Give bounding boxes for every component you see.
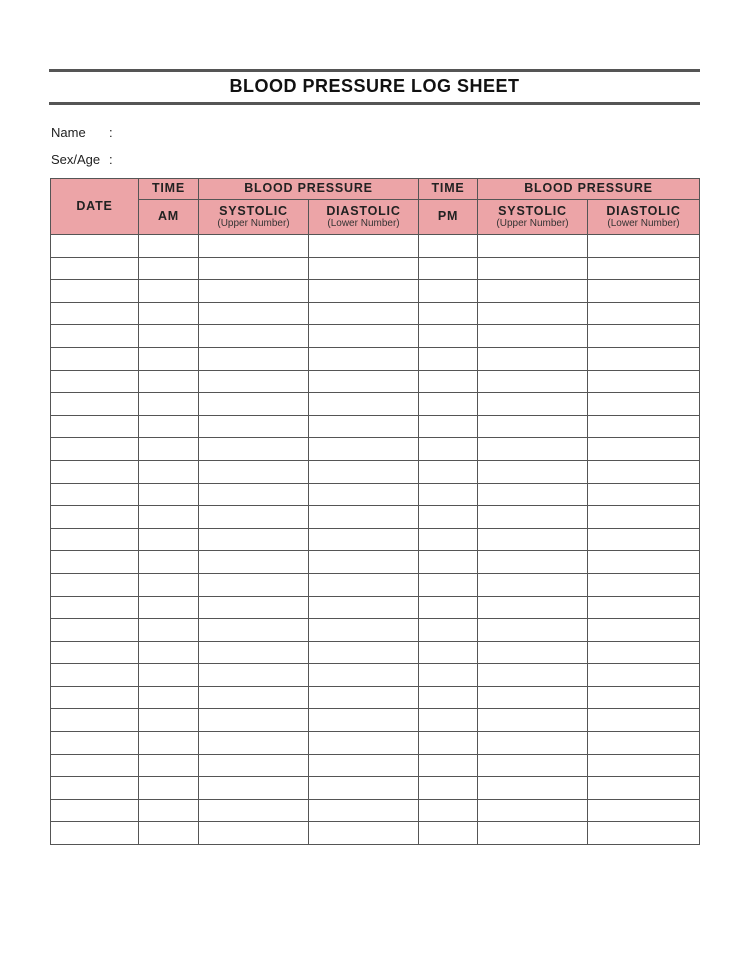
cell-am-diastolic[interactable]: [309, 483, 419, 506]
cell-am-time[interactable]: [139, 257, 199, 280]
cell-date[interactable]: [51, 370, 139, 393]
diastolic-pm-sublabel: (Lower Number): [607, 218, 680, 230]
cell-am-time[interactable]: [139, 596, 199, 619]
cell-pm-systolic[interactable]: [478, 664, 588, 687]
cell-am-systolic[interactable]: [199, 415, 309, 438]
cell-am-diastolic[interactable]: [309, 506, 419, 529]
header-am: AM: [139, 200, 199, 235]
cell-am-diastolic[interactable]: [309, 302, 419, 325]
cell-am-systolic[interactable]: [199, 551, 309, 574]
cell-am-diastolic[interactable]: [309, 573, 419, 596]
cell-pm-diastolic[interactable]: [588, 438, 700, 461]
cell-pm-time[interactable]: [419, 822, 478, 845]
table-row: [51, 506, 700, 529]
cell-am-time[interactable]: [139, 799, 199, 822]
cell-am-time[interactable]: [139, 460, 199, 483]
cell-pm-systolic[interactable]: [478, 777, 588, 800]
cell-pm-systolic[interactable]: [478, 325, 588, 348]
cell-date[interactable]: [51, 709, 139, 732]
cell-pm-time[interactable]: [419, 370, 478, 393]
cell-am-diastolic[interactable]: [309, 686, 419, 709]
cell-date[interactable]: [51, 302, 139, 325]
cell-am-time[interactable]: [139, 573, 199, 596]
cell-pm-systolic[interactable]: [478, 732, 588, 755]
cell-date[interactable]: [51, 596, 139, 619]
name-field[interactable]: [51, 125, 113, 140]
cell-pm-systolic[interactable]: [478, 799, 588, 822]
cell-pm-diastolic[interactable]: [588, 370, 700, 393]
cell-pm-diastolic[interactable]: [588, 777, 700, 800]
cell-pm-diastolic[interactable]: [588, 235, 700, 258]
cell-am-time[interactable]: [139, 777, 199, 800]
name-separator: :: [109, 125, 113, 140]
cell-pm-time[interactable]: [419, 551, 478, 574]
cell-am-diastolic[interactable]: [309, 415, 419, 438]
cell-date[interactable]: [51, 686, 139, 709]
cell-date[interactable]: [51, 732, 139, 755]
cell-pm-systolic[interactable]: [478, 573, 588, 596]
cell-am-systolic[interactable]: [199, 664, 309, 687]
cell-date[interactable]: [51, 257, 139, 280]
cell-pm-diastolic[interactable]: [588, 415, 700, 438]
systolic-pm-label: SYSTOLIC: [498, 203, 567, 218]
page-title: BLOOD PRESSURE LOG SHEET: [229, 76, 520, 96]
cell-date[interactable]: [51, 799, 139, 822]
cell-pm-time[interactable]: [419, 438, 478, 461]
cell-pm-time[interactable]: [419, 302, 478, 325]
cell-pm-diastolic[interactable]: [588, 280, 700, 303]
cell-am-systolic[interactable]: [199, 641, 309, 664]
cell-am-systolic[interactable]: [199, 528, 309, 551]
cell-am-systolic[interactable]: [199, 302, 309, 325]
cell-am-systolic[interactable]: [199, 235, 309, 258]
cell-am-time[interactable]: [139, 528, 199, 551]
diastolic-am-sublabel: (Lower Number): [327, 218, 400, 230]
cell-pm-diastolic[interactable]: [588, 347, 700, 370]
cell-date[interactable]: [51, 664, 139, 687]
cell-am-time[interactable]: [139, 664, 199, 687]
cell-am-diastolic[interactable]: [309, 551, 419, 574]
cell-date[interactable]: [51, 393, 139, 416]
cell-pm-time[interactable]: [419, 777, 478, 800]
cell-am-time[interactable]: [139, 280, 199, 303]
cell-am-systolic[interactable]: [199, 483, 309, 506]
cell-am-systolic[interactable]: [199, 573, 309, 596]
cell-am-time[interactable]: [139, 347, 199, 370]
cell-pm-systolic[interactable]: [478, 415, 588, 438]
table-row: [51, 686, 700, 709]
log-body: [51, 235, 700, 845]
cell-pm-time[interactable]: [419, 664, 478, 687]
table-row: [51, 799, 700, 822]
cell-pm-diastolic[interactable]: [588, 573, 700, 596]
cell-am-diastolic[interactable]: [309, 235, 419, 258]
cell-date[interactable]: [51, 641, 139, 664]
cell-am-systolic[interactable]: [199, 596, 309, 619]
cell-am-systolic[interactable]: [199, 822, 309, 845]
cell-pm-systolic[interactable]: [478, 483, 588, 506]
cell-pm-time[interactable]: [419, 573, 478, 596]
cell-am-diastolic[interactable]: [309, 799, 419, 822]
cell-pm-diastolic[interactable]: [588, 596, 700, 619]
cell-pm-time[interactable]: [419, 460, 478, 483]
name-label: Name: [51, 125, 86, 140]
table-row: [51, 822, 700, 845]
cell-pm-systolic[interactable]: [478, 393, 588, 416]
cell-am-time[interactable]: [139, 619, 199, 642]
table-row: [51, 777, 700, 800]
table-row: [51, 528, 700, 551]
cell-am-time[interactable]: [139, 393, 199, 416]
cell-pm-time[interactable]: [419, 347, 478, 370]
cell-date[interactable]: [51, 415, 139, 438]
cell-pm-systolic[interactable]: [478, 257, 588, 280]
cell-am-diastolic[interactable]: [309, 460, 419, 483]
cell-pm-diastolic[interactable]: [588, 506, 700, 529]
cell-am-time[interactable]: [139, 551, 199, 574]
cell-am-diastolic[interactable]: [309, 754, 419, 777]
cell-am-systolic[interactable]: [199, 732, 309, 755]
sex-age-separator: :: [109, 152, 113, 167]
cell-am-diastolic[interactable]: [309, 822, 419, 845]
cell-am-time[interactable]: [139, 415, 199, 438]
cell-pm-diastolic[interactable]: [588, 551, 700, 574]
cell-date[interactable]: [51, 483, 139, 506]
cell-am-diastolic[interactable]: [309, 393, 419, 416]
cell-am-diastolic[interactable]: [309, 732, 419, 755]
cell-pm-diastolic[interactable]: [588, 619, 700, 642]
cell-pm-time[interactable]: [419, 641, 478, 664]
diastolic-pm-label: DIASTOLIC: [606, 203, 681, 218]
header-systolic-pm: [478, 200, 588, 235]
cell-am-diastolic[interactable]: [309, 280, 419, 303]
cell-am-systolic[interactable]: [199, 257, 309, 280]
cell-pm-diastolic[interactable]: [588, 393, 700, 416]
cell-am-time[interactable]: [139, 325, 199, 348]
cell-pm-systolic[interactable]: [478, 347, 588, 370]
cell-am-time[interactable]: [139, 483, 199, 506]
cell-am-diastolic[interactable]: [309, 325, 419, 348]
header-time-am: TIME: [139, 179, 199, 200]
cell-date[interactable]: [51, 528, 139, 551]
table-row: [51, 370, 700, 393]
bottom-rule: [49, 102, 700, 105]
table-row: [51, 393, 700, 416]
sex-age-label: Sex/Age: [51, 152, 101, 167]
cell-pm-systolic[interactable]: [478, 438, 588, 461]
cell-date[interactable]: [51, 460, 139, 483]
cell-am-systolic[interactable]: [199, 777, 309, 800]
cell-pm-systolic[interactable]: [478, 280, 588, 303]
cell-am-diastolic[interactable]: [309, 596, 419, 619]
cell-pm-diastolic[interactable]: [588, 664, 700, 687]
cell-pm-diastolic[interactable]: [588, 483, 700, 506]
cell-pm-systolic[interactable]: [478, 235, 588, 258]
cell-pm-diastolic[interactable]: [588, 686, 700, 709]
header-pm: PM: [419, 200, 478, 235]
cell-pm-systolic[interactable]: [478, 619, 588, 642]
cell-pm-systolic[interactable]: [478, 641, 588, 664]
cell-am-time[interactable]: [139, 506, 199, 529]
cell-pm-systolic[interactable]: [478, 709, 588, 732]
header-diastolic-pm: [588, 200, 700, 235]
table-row: [51, 280, 700, 303]
table-row: [51, 596, 700, 619]
cell-pm-systolic[interactable]: [478, 528, 588, 551]
cell-pm-time[interactable]: [419, 483, 478, 506]
table-row: [51, 573, 700, 596]
table-row: [51, 483, 700, 506]
cell-pm-diastolic[interactable]: [588, 257, 700, 280]
cell-am-systolic[interactable]: [199, 506, 309, 529]
cell-pm-diastolic[interactable]: [588, 302, 700, 325]
cell-am-diastolic[interactable]: [309, 641, 419, 664]
cell-date[interactable]: [51, 777, 139, 800]
cell-pm-time[interactable]: [419, 799, 478, 822]
cell-pm-time[interactable]: [419, 686, 478, 709]
cell-date[interactable]: [51, 506, 139, 529]
cell-am-diastolic[interactable]: [309, 257, 419, 280]
diastolic-am-label: DIASTOLIC: [326, 203, 401, 218]
cell-pm-systolic[interactable]: [478, 686, 588, 709]
table-row: [51, 732, 700, 755]
cell-am-systolic[interactable]: [199, 370, 309, 393]
table-row: [51, 415, 700, 438]
cell-pm-time[interactable]: [419, 732, 478, 755]
cell-pm-systolic[interactable]: [478, 370, 588, 393]
cell-am-time[interactable]: [139, 302, 199, 325]
table-row: [51, 619, 700, 642]
cell-am-diastolic[interactable]: [309, 347, 419, 370]
cell-date[interactable]: [51, 619, 139, 642]
cell-pm-time[interactable]: [419, 619, 478, 642]
cell-pm-systolic[interactable]: [478, 506, 588, 529]
cell-pm-diastolic[interactable]: [588, 641, 700, 664]
cell-am-time[interactable]: [139, 370, 199, 393]
cell-pm-diastolic[interactable]: [588, 460, 700, 483]
cell-am-time[interactable]: [139, 822, 199, 845]
cell-am-diastolic[interactable]: [309, 619, 419, 642]
cell-date[interactable]: [51, 325, 139, 348]
cell-pm-time[interactable]: [419, 280, 478, 303]
cell-am-systolic[interactable]: [199, 280, 309, 303]
cell-am-time[interactable]: [139, 709, 199, 732]
cell-pm-diastolic[interactable]: [588, 754, 700, 777]
cell-date[interactable]: [51, 573, 139, 596]
cell-pm-time[interactable]: [419, 257, 478, 280]
cell-pm-time[interactable]: [419, 709, 478, 732]
cell-pm-systolic[interactable]: [478, 460, 588, 483]
cell-am-diastolic[interactable]: [309, 709, 419, 732]
cell-date[interactable]: [51, 235, 139, 258]
table-row: [51, 438, 700, 461]
cell-am-diastolic[interactable]: [309, 664, 419, 687]
cell-date[interactable]: [51, 551, 139, 574]
cell-pm-systolic[interactable]: [478, 596, 588, 619]
cell-date[interactable]: [51, 754, 139, 777]
cell-pm-time[interactable]: [419, 754, 478, 777]
table-row: [51, 641, 700, 664]
cell-am-systolic[interactable]: [199, 619, 309, 642]
cell-am-time[interactable]: [139, 686, 199, 709]
cell-am-systolic[interactable]: [199, 438, 309, 461]
systolic-am-label: SYSTOLIC: [219, 203, 288, 218]
cell-am-systolic[interactable]: [199, 754, 309, 777]
cell-am-systolic[interactable]: [199, 393, 309, 416]
cell-pm-systolic[interactable]: [478, 754, 588, 777]
table-row: [51, 709, 700, 732]
table-row: [51, 664, 700, 687]
table-row: [51, 235, 700, 258]
header-diastolic-am: [309, 200, 419, 235]
header-time-pm: TIME: [419, 179, 478, 200]
table-row: [51, 460, 700, 483]
cell-pm-time[interactable]: [419, 596, 478, 619]
cell-am-diastolic[interactable]: [309, 528, 419, 551]
cell-am-systolic[interactable]: [199, 709, 309, 732]
cell-am-diastolic[interactable]: [309, 438, 419, 461]
cell-pm-time[interactable]: [419, 325, 478, 348]
header-date: DATE: [51, 179, 139, 235]
systolic-am-sublabel: (Upper Number): [217, 218, 290, 230]
cell-pm-diastolic[interactable]: [588, 528, 700, 551]
cell-am-systolic[interactable]: [199, 347, 309, 370]
cell-date[interactable]: [51, 347, 139, 370]
cell-pm-systolic[interactable]: [478, 551, 588, 574]
table-row: [51, 325, 700, 348]
cell-pm-diastolic[interactable]: [588, 799, 700, 822]
cell-am-systolic[interactable]: [199, 686, 309, 709]
blood-pressure-log-table: [50, 178, 700, 845]
cell-pm-time[interactable]: [419, 506, 478, 529]
cell-pm-time[interactable]: [419, 415, 478, 438]
cell-am-systolic[interactable]: [199, 799, 309, 822]
cell-pm-systolic[interactable]: [478, 822, 588, 845]
systolic-pm-sublabel: (Upper Number): [496, 218, 569, 230]
cell-pm-time[interactable]: [419, 235, 478, 258]
cell-date[interactable]: [51, 438, 139, 461]
table-row: [51, 347, 700, 370]
cell-date[interactable]: [51, 280, 139, 303]
table-row: [51, 754, 700, 777]
table-row: [51, 257, 700, 280]
cell-am-diastolic[interactable]: [309, 777, 419, 800]
sex-age-field[interactable]: [51, 152, 113, 167]
cell-pm-diastolic[interactable]: [588, 325, 700, 348]
cell-pm-time[interactable]: [419, 393, 478, 416]
table-row: [51, 302, 700, 325]
top-rule: [49, 69, 700, 72]
cell-am-systolic[interactable]: [199, 460, 309, 483]
cell-pm-diastolic[interactable]: [588, 709, 700, 732]
cell-am-systolic[interactable]: [199, 325, 309, 348]
cell-am-time[interactable]: [139, 732, 199, 755]
cell-am-time[interactable]: [139, 235, 199, 258]
cell-am-diastolic[interactable]: [309, 370, 419, 393]
cell-pm-diastolic[interactable]: [588, 822, 700, 845]
cell-pm-time[interactable]: [419, 528, 478, 551]
cell-pm-systolic[interactable]: [478, 302, 588, 325]
cell-am-time[interactable]: [139, 641, 199, 664]
cell-am-time[interactable]: [139, 438, 199, 461]
table-row: [51, 551, 700, 574]
cell-date[interactable]: [51, 822, 139, 845]
header-blood-pressure-am: BLOOD PRESSURE: [199, 179, 419, 200]
header-systolic-am: [199, 200, 309, 235]
cell-am-time[interactable]: [139, 754, 199, 777]
cell-pm-diastolic[interactable]: [588, 732, 700, 755]
header-blood-pressure-pm: BLOOD PRESSURE: [478, 179, 700, 200]
